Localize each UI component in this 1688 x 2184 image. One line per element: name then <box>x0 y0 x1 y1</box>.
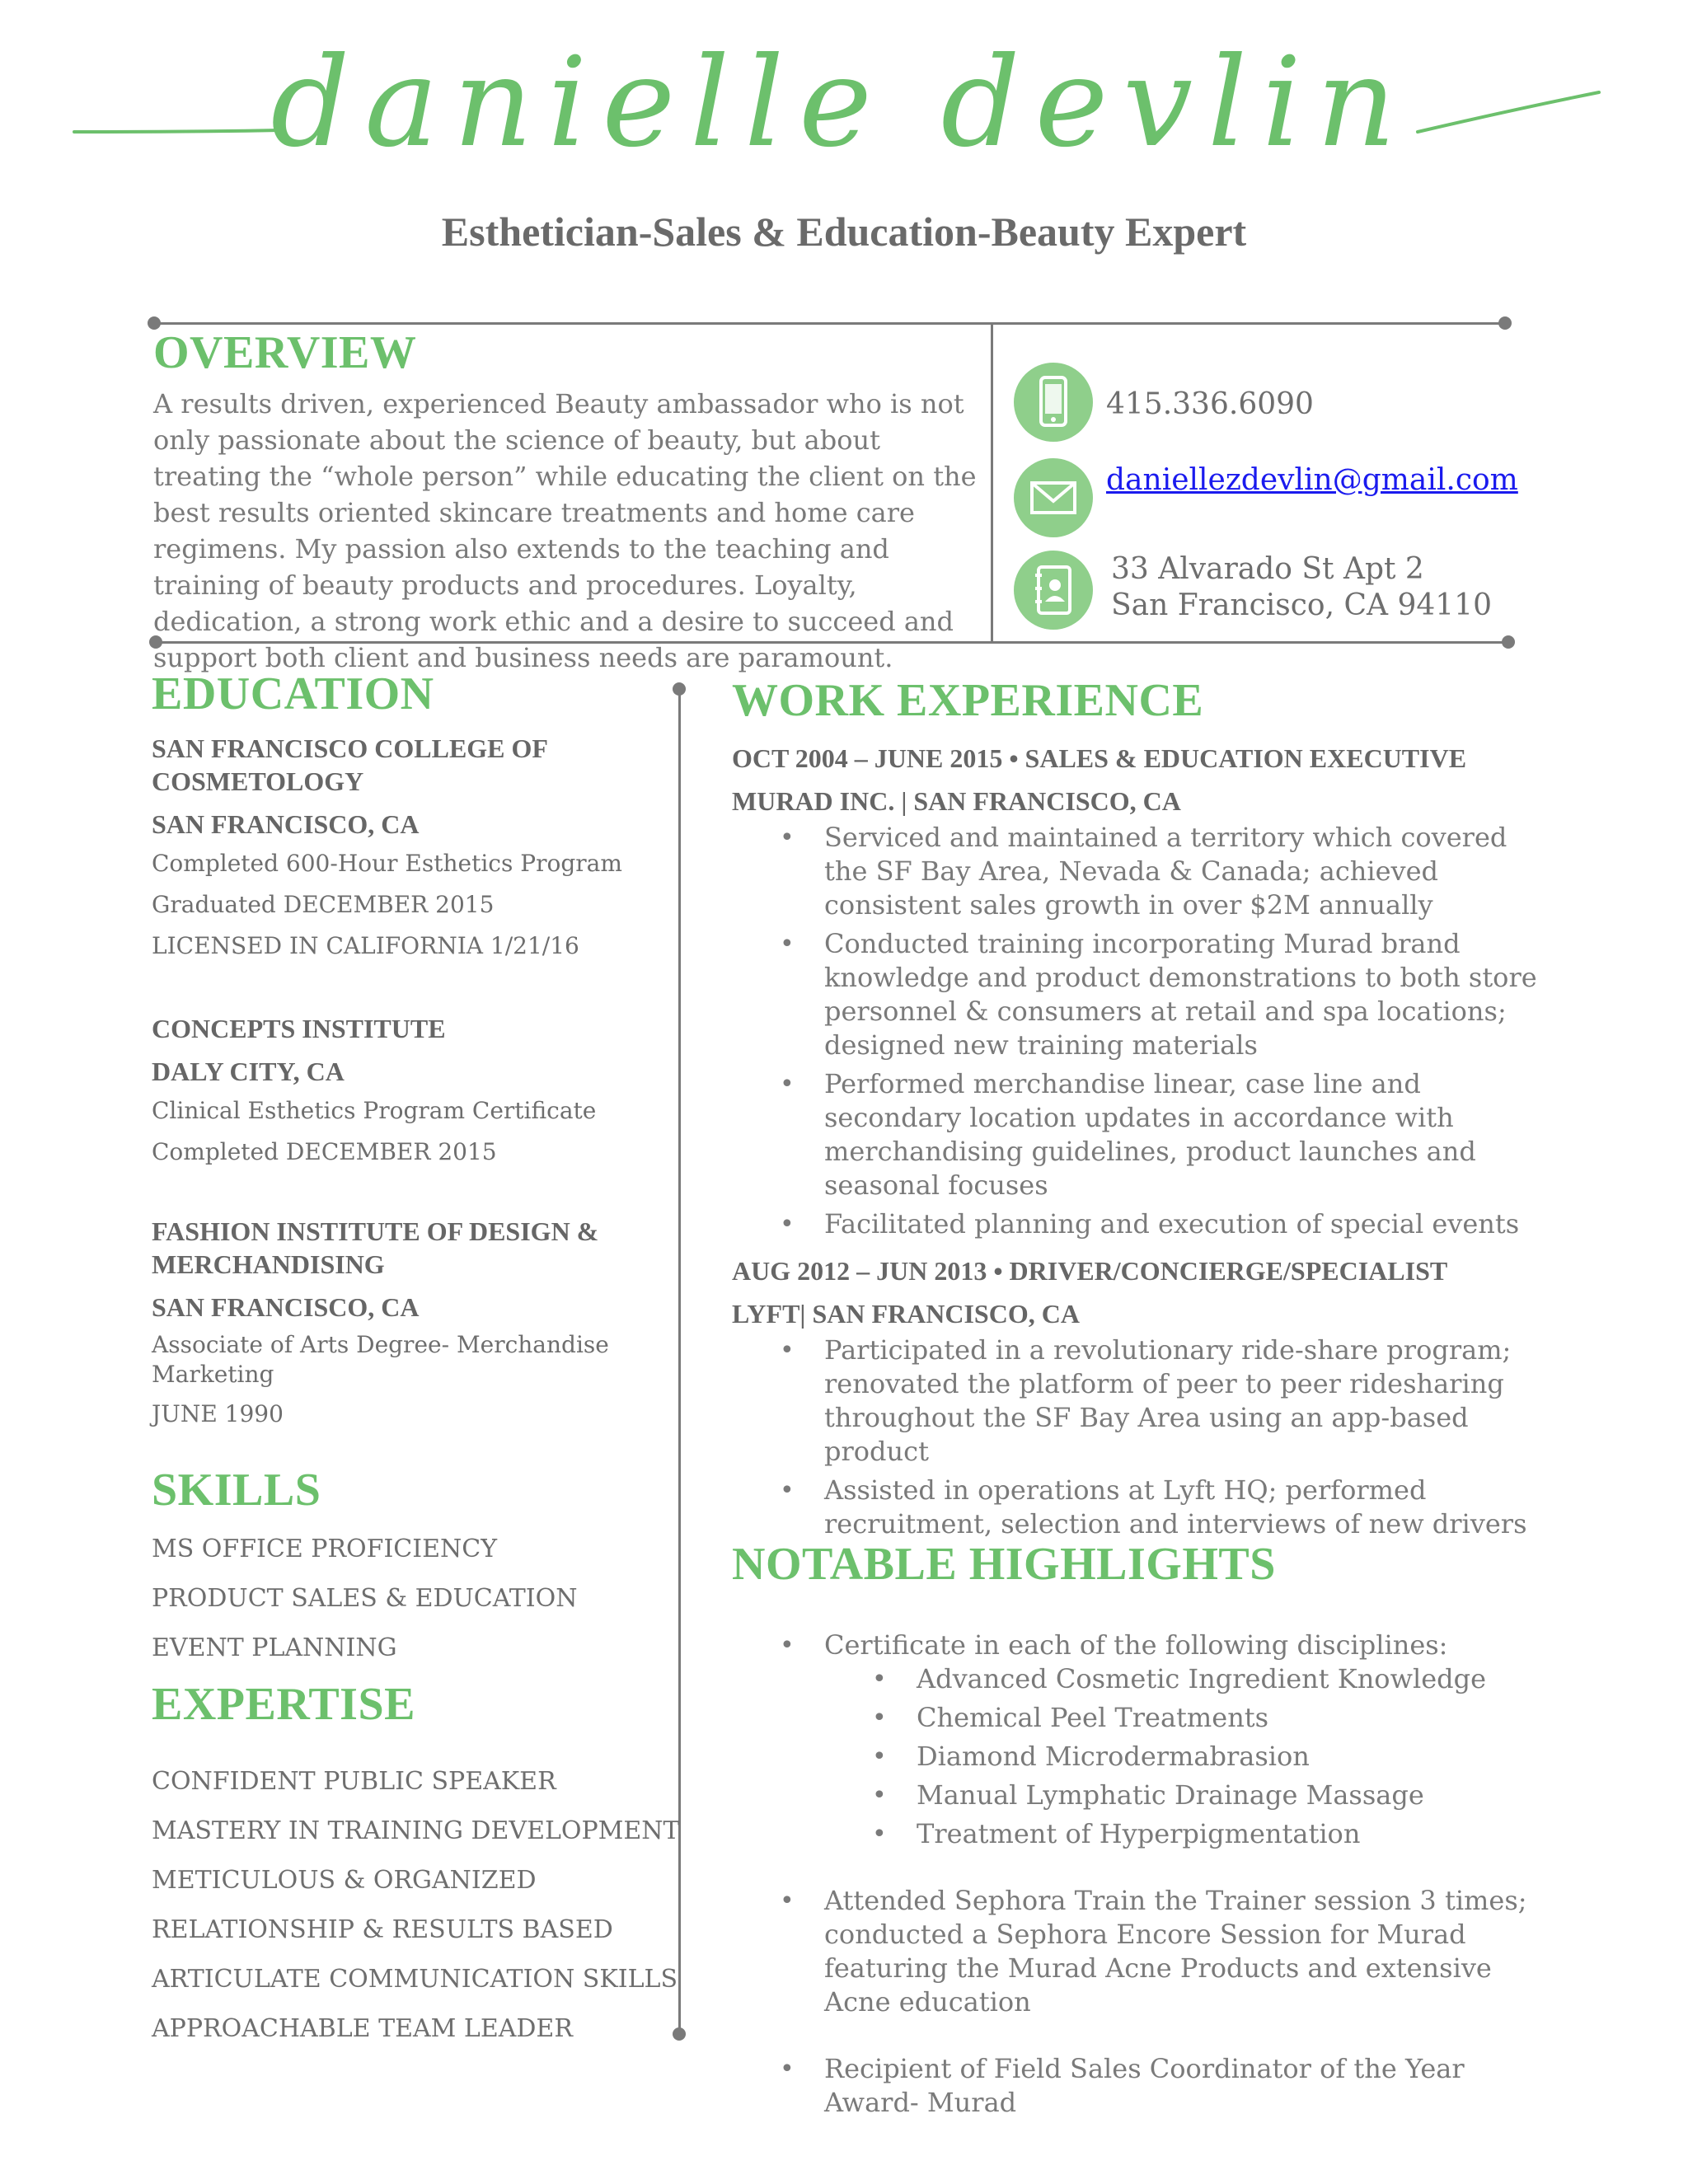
overview-divider <box>991 323 993 643</box>
cert-list <box>824 1662 1556 1851</box>
school-detail: Associate of Arts Degree- Merchandise Marketing <box>152 1331 609 1388</box>
school-name: SAN FRANCISCO COLLEGE OF COSMETOLOGY <box>152 733 547 796</box>
school-detail: Completed 600-Hour Esthetics Program <box>152 850 622 877</box>
school-3 <box>152 1215 630 1431</box>
job-1 <box>732 742 1556 1246</box>
address-line-1: 33 Alvarado St Apt 2 <box>1111 552 1424 586</box>
job-bullet: • Conducted training incorporating Murad brand knowledge and product demonstrations to both store personnel & consumers at retail and spa locations; designed new training materials <box>732 927 1556 1062</box>
rule-dot <box>673 682 686 696</box>
job-bullets <box>732 821 1556 1241</box>
job-bullet: • Facilitated planning and execution of special events <box>732 1207 1556 1241</box>
cert-intro: Certificate in each of the following disciplines: <box>824 1629 1448 1661</box>
school-detail: Graduated DECEMBER 2015 <box>152 891 495 918</box>
school-name: FASHION INSTITUTE OF DESIGN & MERCHANDISING <box>152 1216 599 1279</box>
job-company: LYFT| SAN FRANCISCO, CA <box>732 1299 1080 1329</box>
rule-dot <box>1498 316 1512 330</box>
job-bullet: • Serviced and maintained a territory which covered the SF Bay Area, Nevada & Canada; achieved consistent sales growth in over $2M annually <box>732 821 1556 922</box>
highlight-item <box>732 1629 1556 1662</box>
job-bullet: • Participated in a revolutionary ride-share program; renovated the platform of peer to peer ridesharing throughout the SF Bay Area using an app-based product <box>732 1333 1556 1469</box>
email-link[interactable]: daniellezdevlin@gmail.com <box>1106 463 1518 497</box>
expertise-item: ARTICULATE COMMUNICATION SKILLS <box>152 1965 678 1994</box>
school-location: DALY CITY, CA <box>152 1057 345 1086</box>
school-detail: Clinical Esthetics Program Certificate <box>152 1097 597 1124</box>
job-2 <box>732 1254 1556 1546</box>
school-detail: Completed DECEMBER 2015 <box>152 1138 497 1165</box>
job-bullet: • Assisted in operations at Lyft HQ; performed recruitment, selection and interviews of new drivers <box>732 1474 1556 1541</box>
school-location: SAN FRANCISCO, CA <box>152 1292 420 1322</box>
school-name: CONCEPTS INSTITUTE <box>152 1014 446 1043</box>
overview-text: A results driven, experienced Beauty ambassador who is not only passionate about the science of beauty, but about treating the “whole person” while educating the client on the best results oriented skincare treatments and home care regimens. My passion also extends to the teaching and training of beauty products and procedures. Loyalty, dedication, a strong work ethic and a desire to succeed and support both client and business needs are paramount. <box>153 388 977 673</box>
skill-item: EVENT PLANNING <box>152 1633 397 1662</box>
expertise-item: METICULOUS & ORGANIZED <box>152 1866 537 1895</box>
name-banner <box>66 16 1615 198</box>
job-bullet: • Performed merchandise linear, case line and secondary location updates in accordance with merchandising guidelines, product launches and seasonal focuses <box>732 1067 1556 1202</box>
school-detail: JUNE 1990 <box>152 1400 284 1427</box>
school-2 <box>152 1012 646 1169</box>
cert-item: • Treatment of Hyperpigmentation <box>824 1817 1556 1851</box>
top-rule <box>157 322 1508 325</box>
education-heading: EDUCATION <box>152 668 434 719</box>
school-detail: LICENSED IN CALIFORNIA 1/21/16 <box>152 932 579 959</box>
highlights-heading: NOTABLE HIGHLIGHTS <box>732 1539 1276 1590</box>
skills-heading: SKILLS <box>152 1465 321 1516</box>
job-title: OCT 2004 – JUNE 2015 • SALES & EDUCATION EXECUTIVE <box>732 743 1467 773</box>
skills-list <box>152 1525 578 1673</box>
envelope-icon <box>1014 458 1093 537</box>
job-bullets <box>732 1333 1556 1541</box>
highlight-item: • Attended Sephora Train the Trainer session 3 times; conducted a Sephora Encore Session for Murad featuring the Murad Acne Products and extensive Acne education <box>732 1884 1556 2019</box>
cert-item: • Manual Lymphatic Drainage Massage <box>824 1779 1556 1812</box>
skill-item: PRODUCT SALES & EDUCATION <box>152 1584 578 1613</box>
expertise-item: APPROACHABLE TEAM LEADER <box>152 2014 573 2043</box>
work-heading: WORK EXPERIENCE <box>732 675 1204 726</box>
phone-number[interactable]: 415.336.6090 <box>1106 387 1314 421</box>
highlights-list <box>732 1629 1556 2125</box>
cert-item: • Chemical Peel Treatments <box>824 1701 1556 1735</box>
expertise-item: CONFIDENT PUBLIC SPEAKER <box>152 1767 556 1796</box>
rule-dot <box>1502 635 1515 649</box>
tagline: Esthetician-Sales & Education-Beauty Expert <box>441 209 1247 255</box>
cert-item: • Advanced Cosmetic Ingredient Knowledge <box>824 1662 1556 1696</box>
overview-heading: OVERVIEW <box>153 327 417 378</box>
address-book-icon <box>1014 551 1093 630</box>
expertise-list <box>152 1757 680 2054</box>
address-line-2: San Francisco, CA 94110 <box>1111 588 1492 622</box>
expertise-item: MASTERY IN TRAINING DEVELOPMENT <box>152 1816 680 1845</box>
expertise-heading: EXPERTISE <box>152 1679 415 1730</box>
phone-icon <box>1014 363 1093 442</box>
job-company: MURAD INC. | SAN FRANCISCO, CA <box>732 786 1181 816</box>
highlight-item: • Recipient of Field Sales Coordinator of the Year Award- Murad <box>732 2052 1556 2120</box>
cert-item: • Diamond Microdermabrasion <box>824 1740 1556 1774</box>
expertise-item: RELATIONSHIP & RESULTS BASED <box>152 1915 613 1944</box>
candidate-name: danielle devlin <box>270 31 1411 175</box>
school-location: SAN FRANCISCO, CA <box>152 809 420 839</box>
skill-item: MS OFFICE PROFICIENCY <box>152 1535 498 1563</box>
school-1 <box>152 732 646 963</box>
job-title: AUG 2012 – JUN 2013 • DRIVER/CONCIERGE/SPECIALIST <box>732 1256 1448 1286</box>
